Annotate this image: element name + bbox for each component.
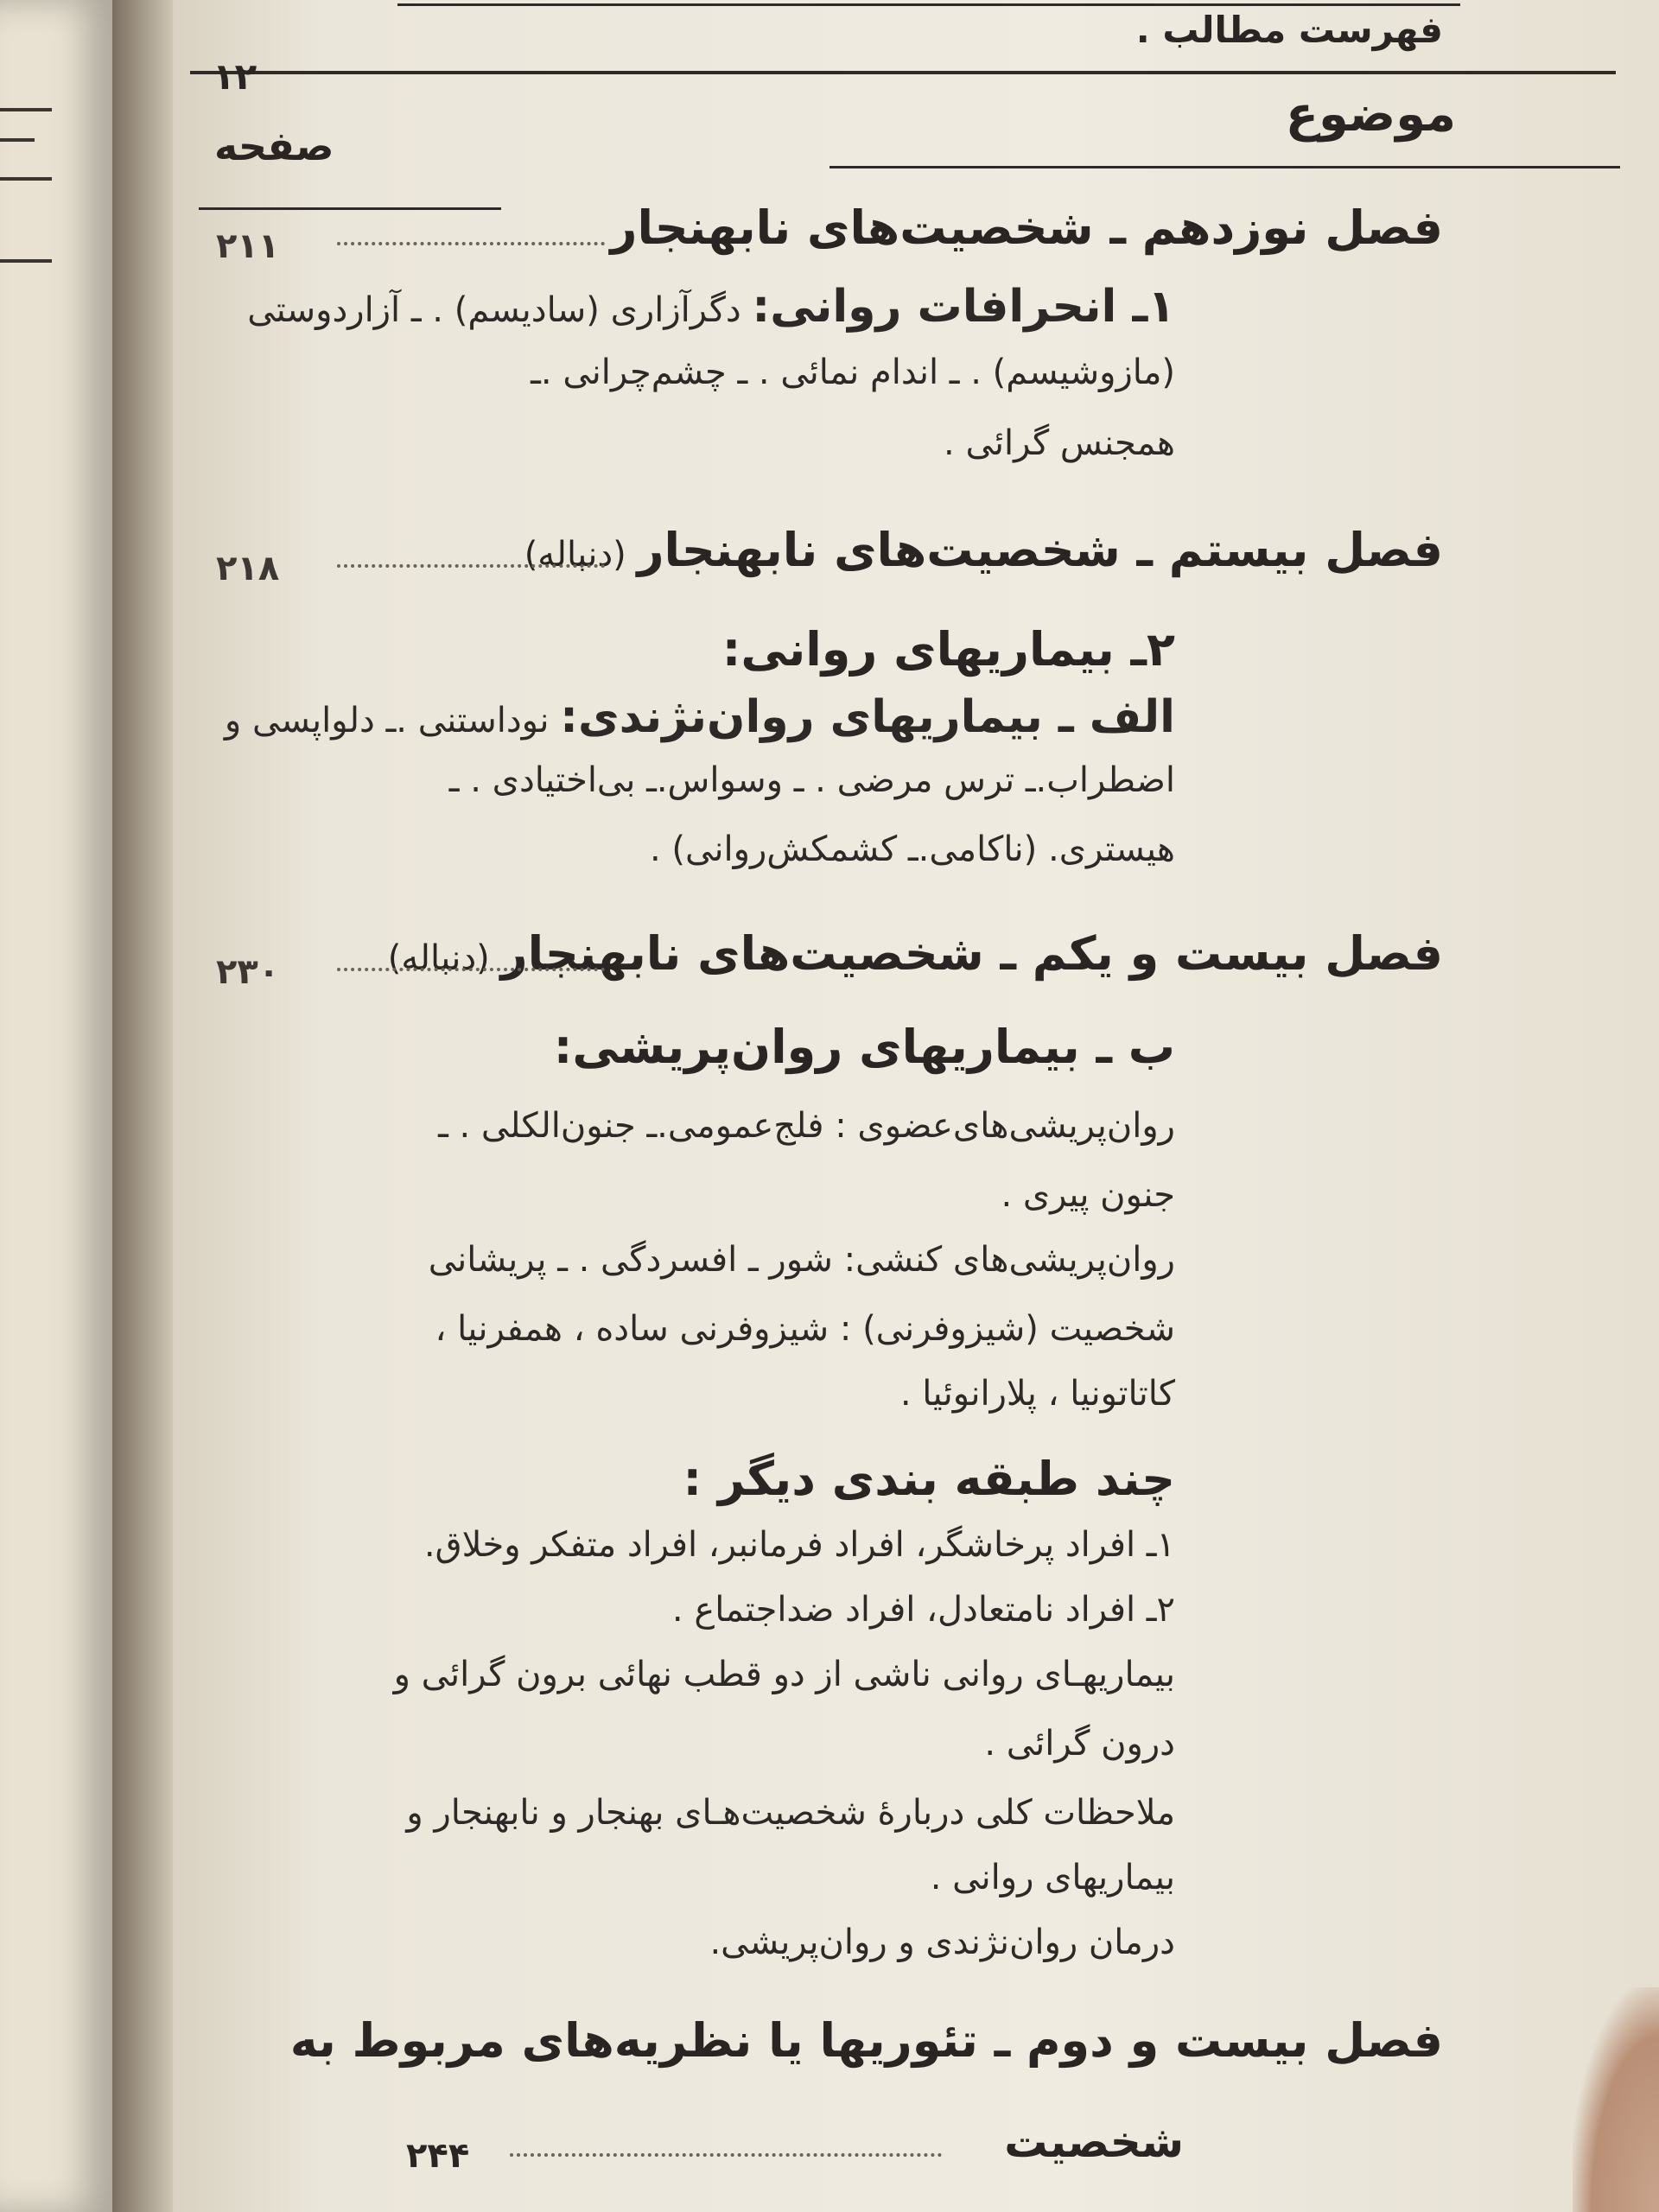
- top-rule: [397, 3, 1460, 6]
- toc-entry[interactable]: [181, 926, 1443, 995]
- header-rule: [190, 71, 1616, 74]
- toc-entry[interactable]: [181, 2013, 1443, 2082]
- adjacent-page-edge: [0, 0, 112, 2212]
- column-header-page: صفحه: [214, 123, 334, 169]
- list-item: [709, 1923, 1175, 1962]
- thumb: [1573, 1987, 1659, 2212]
- chapter-page: ۲۴۴: [406, 2136, 470, 2176]
- adjacent-page-mark: [0, 177, 52, 181]
- dot-leader: [337, 968, 605, 971]
- list-item: [984, 1724, 1175, 1764]
- chapter-title-suffix: (دنباله): [387, 938, 501, 978]
- book-page: [173, 0, 1659, 2212]
- item-text: روان‌پریشی‌های‌عضوی : فلج‌عمومی.ـ جنون‌الکلی . ـ: [438, 1106, 1175, 1146]
- list-item: [424, 1525, 1175, 1565]
- item-text: هیستری. (ناکامی.ـ کشمکش‌روانی) .: [650, 830, 1175, 869]
- item-text: اضطراب.ـ ترس مرضی . ـ وسواس.ـ بی‌اختیادی . ـ: [448, 760, 1175, 800]
- item-text: نوداستنی .ـ دلواپسی و: [224, 701, 561, 741]
- dot-leader: [510, 2153, 942, 2157]
- chapter-title: فصل بیست و دوم ـ تئوریها یا نظریه‌های مربوط به: [289, 2013, 1443, 2068]
- list-item: [247, 281, 1175, 333]
- list-item: [435, 1309, 1175, 1349]
- list-item: [225, 691, 1175, 743]
- item-lead: ۱ـ انحرافات روانی:: [752, 281, 1175, 333]
- item-text: ملاحظات کلی دربارهٔ شخصیت‌هـای بهنجار و نابهنجار و: [406, 1793, 1175, 1833]
- list-item: [429, 1240, 1175, 1280]
- chapter-title: [524, 523, 1443, 577]
- adjacent-page-mark: [0, 259, 52, 263]
- adjacent-page-mark: [0, 108, 52, 111]
- item-text: بیماریهـای روانی ناشی از دو قطب نهائی برون گرائی و: [393, 1655, 1175, 1694]
- list-item: [394, 1655, 1175, 1694]
- dot-leader: [337, 564, 605, 568]
- item-text: ۱ـ افراد پرخاشگر، افراد فرمانبر، افراد متفکر وخلاق.: [423, 1525, 1175, 1565]
- item-text: جنون پیری .: [1001, 1175, 1175, 1215]
- page-number: ۱۲: [213, 55, 257, 98]
- adjacent-page-mark: [0, 138, 35, 142]
- item-text: درون گرائی .: [984, 1724, 1175, 1764]
- topic-underline: [830, 166, 1620, 168]
- list-item: [531, 353, 1175, 392]
- chapter-page: ۲۱۱: [216, 226, 280, 266]
- item-lead: الف ـ بیماریهای روان‌نژندی:: [560, 691, 1175, 743]
- list-item: [438, 1106, 1175, 1146]
- section-heading: چند طبقه بندی دیگر :: [683, 1452, 1175, 1506]
- chapter-title-suffix: (دنباله): [524, 535, 638, 575]
- list-item: [1001, 1175, 1175, 1215]
- list-item: [650, 830, 1175, 869]
- chapter-title-text: فصل بیست و یکم ـ شخصیت‌های نابهنجار: [500, 926, 1443, 981]
- list-item: [944, 423, 1175, 463]
- item-text: درمان روان‌نژندی و روان‌پریشی.: [709, 1923, 1175, 1962]
- chapter-title-text: فصل بیستم ـ شخصیت‌های نابهنجار: [637, 523, 1443, 577]
- chapter-title: [388, 926, 1443, 981]
- item-text: همجنس گرائی .: [944, 423, 1175, 463]
- item-text: شخصیت (شیزوفرنی) : شیزوفرنی ساده ، همفرنیا ،: [435, 1309, 1175, 1349]
- toc-entry-continuation[interactable]: [406, 2117, 1184, 2177]
- item-text: بیماریهای روانی .: [930, 1858, 1175, 1897]
- chapter-page: ۲۱۸: [216, 549, 280, 588]
- item-text: دگرآزاری (سادیسم) . ـ آزاردوستی: [247, 290, 753, 330]
- toc-entry[interactable]: [181, 523, 1443, 592]
- chapter-page: ۲۳۰: [216, 952, 280, 992]
- running-title: فهرست مطالب .: [1135, 9, 1443, 51]
- section-heading: ب ـ بیماریهای روان‌پریشی:: [553, 1020, 1175, 1074]
- chapter-title: فصل نوزدهم ـ شخصیت‌های نابهنجار: [610, 200, 1443, 255]
- list-item: [406, 1793, 1175, 1833]
- toc-entry[interactable]: [181, 200, 1443, 270]
- item-text: ۲ـ افراد نامتعادل، افراد ضداجتماع .: [671, 1590, 1175, 1630]
- book-gutter: [112, 0, 173, 2212]
- item-text: روان‌پریشی‌های کنشی: شور ـ افسردگی . ـ پریشانی: [428, 1240, 1175, 1280]
- list-item: [449, 760, 1175, 800]
- column-header-topic: موضوع: [1285, 86, 1456, 143]
- section-heading: ۲ـ بیماریهای روانی:: [721, 622, 1175, 677]
- list-item: [672, 1590, 1175, 1630]
- item-text: کاتاتونیا ، پلارانوئیا .: [899, 1374, 1175, 1414]
- dot-leader: [337, 242, 605, 245]
- list-item: [931, 1858, 1175, 1897]
- item-text: (مازوشیسم) . ـ اندام نمائی . ـ چشم‌چرانی .ـ: [531, 353, 1175, 392]
- chapter-title-continuation: شخصیت: [1004, 2117, 1184, 2167]
- list-item: [900, 1374, 1175, 1414]
